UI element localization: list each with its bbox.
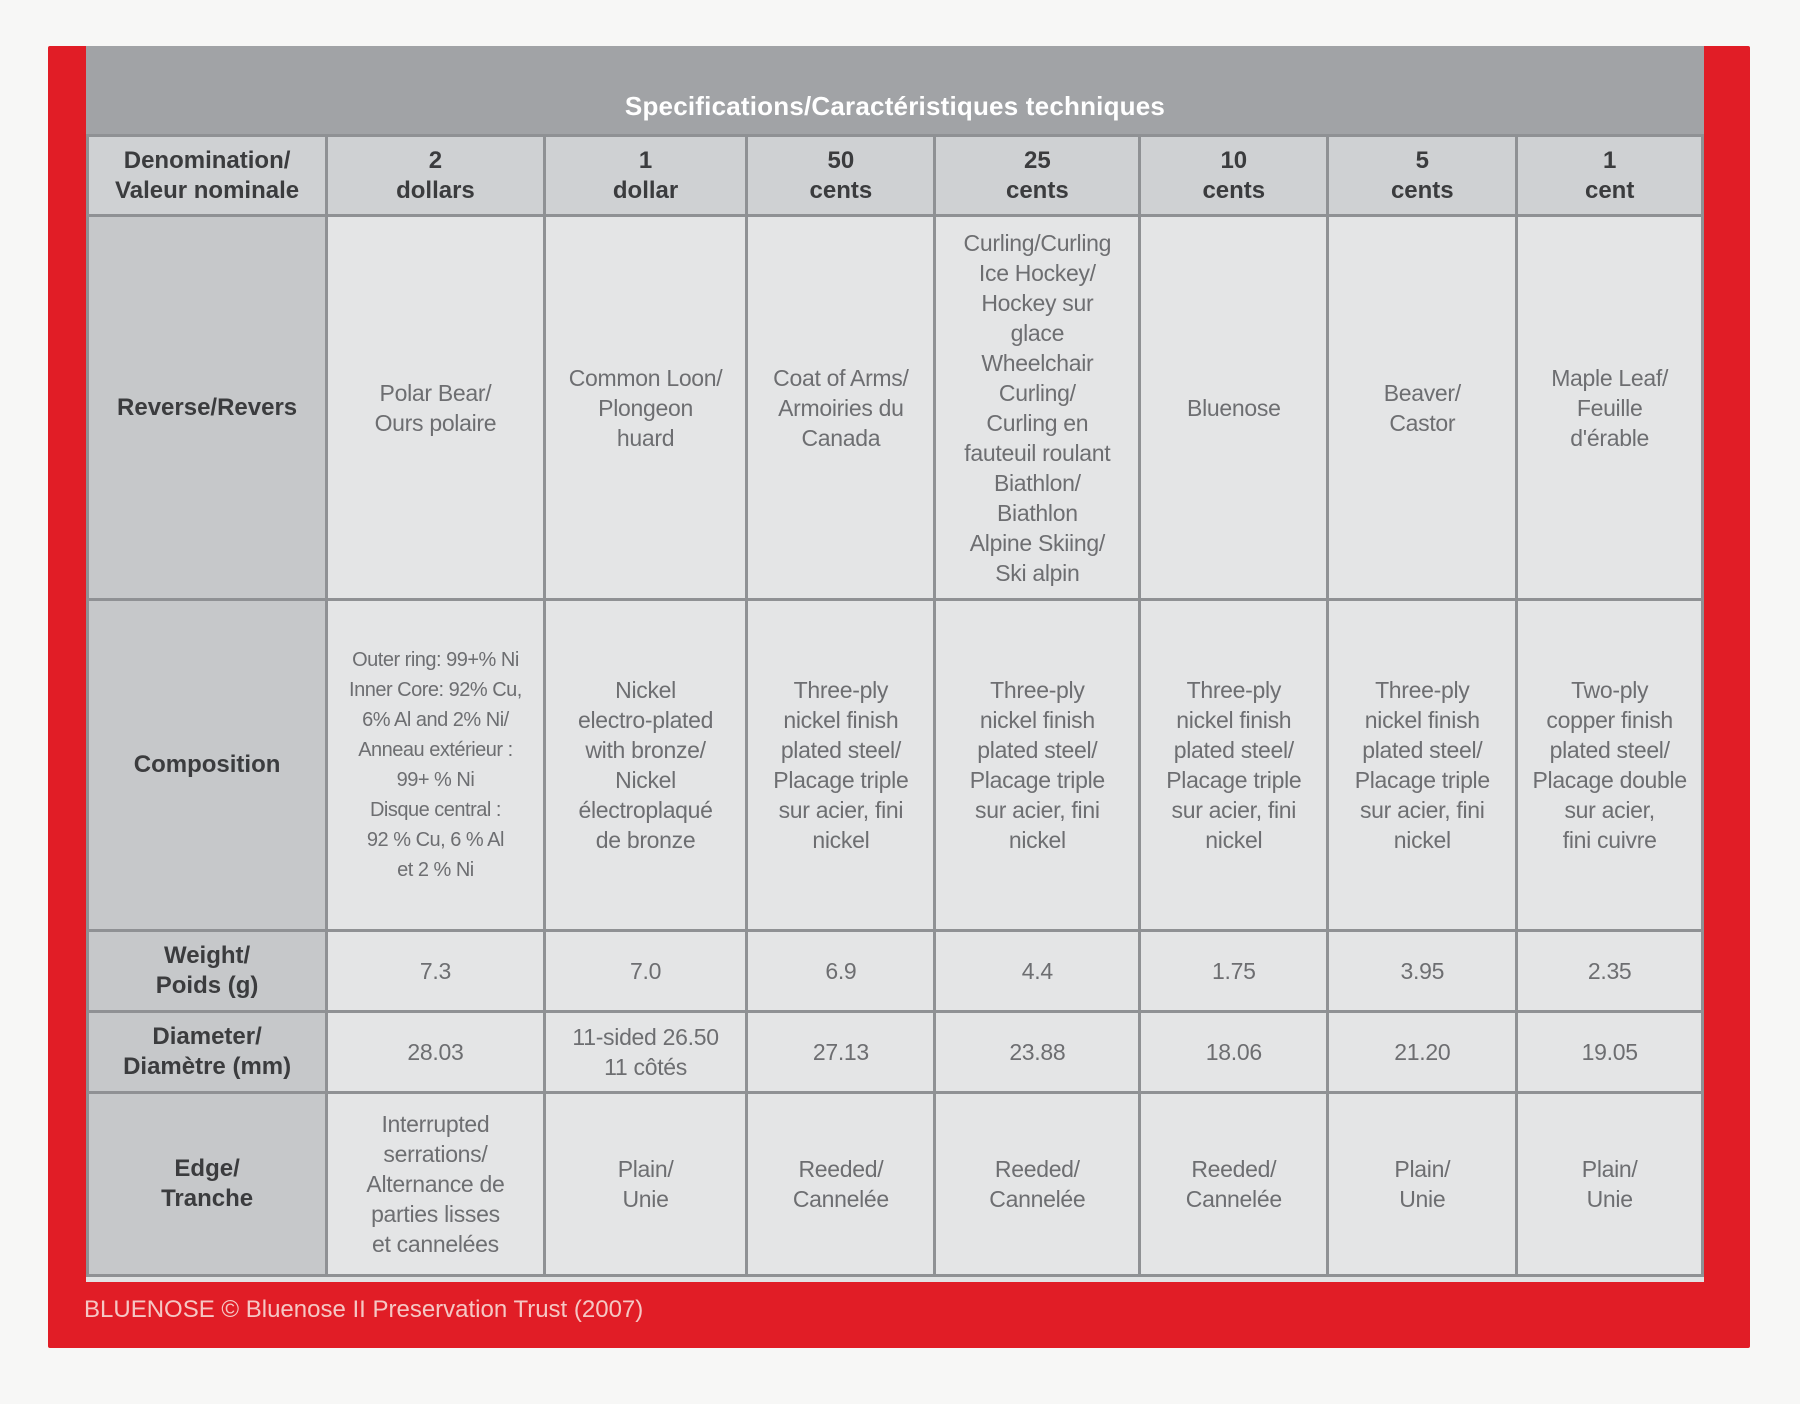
- table-cell: 7.0: [544, 931, 747, 1012]
- spec-table: [86, 134, 1704, 1277]
- table-cell: 27.13: [747, 1012, 935, 1093]
- table-cell: Bluenose: [1140, 216, 1328, 600]
- table-cell: 18.06: [1140, 1012, 1328, 1093]
- table-cell: Two-ply copper finish plated steel/ Placage double sur acier, fini cuivre: [1517, 600, 1703, 931]
- table-cell: Plain/ Unie: [1328, 1093, 1517, 1276]
- composition-row: [88, 600, 1703, 931]
- weight-row: [88, 931, 1703, 1012]
- denomination-header: Denomination/ Valeur nominale: [88, 136, 327, 216]
- table-cell: Reeded/ Cannelée: [747, 1093, 935, 1276]
- col-10-cents: 10 cents: [1140, 136, 1328, 216]
- table-cell: Maple Leaf/ Feuille d'érable: [1517, 216, 1703, 600]
- table-cell: Reeded/ Cannelée: [1140, 1093, 1328, 1276]
- diameter-label: Diameter/ Diamètre (mm): [88, 1012, 327, 1093]
- table-cell: Plain/ Unie: [544, 1093, 747, 1276]
- table-cell: Plain/ Unie: [1517, 1093, 1703, 1276]
- table-cell: 28.03: [327, 1012, 545, 1093]
- table-cell: 4.4: [935, 931, 1140, 1012]
- table-cell: 11-sided 26.50 11 côtés: [544, 1012, 747, 1093]
- copyright-footer: BLUENOSE © Bluenose II Preservation Trust (2007): [84, 1296, 644, 1323]
- table-cell: Curling/Curling Ice Hockey/ Hockey sur glace Wheelchair Curling/ Curling en fauteuil roulant Biathlon/ Biathlon Alpine Skiing/ Ski alpin: [935, 216, 1140, 600]
- table-cell: 2.35: [1517, 931, 1703, 1012]
- table-cell: 3.95: [1328, 931, 1517, 1012]
- col-5-cents: 5 cents: [1328, 136, 1517, 216]
- col-2-dollars: 2 dollars: [327, 136, 545, 216]
- table-cell: Interrupted serrations/ Alternance de parties lisses et cannelées: [327, 1093, 545, 1276]
- table-cell: 6.9: [747, 931, 935, 1012]
- spec-card: [48, 46, 1750, 1348]
- col-1-cent: 1 cent: [1517, 136, 1703, 216]
- table-cell: Polar Bear/ Ours polaire: [327, 216, 545, 600]
- table-cell: Common Loon/ Plongeon huard: [544, 216, 747, 600]
- spec-panel: [86, 46, 1704, 1282]
- table-cell: 19.05: [1517, 1012, 1703, 1093]
- denomination-row: [88, 136, 1703, 216]
- table-cell: 1.75: [1140, 931, 1328, 1012]
- edge-label: Edge/ Tranche: [88, 1093, 327, 1276]
- composition-label: Composition: [88, 600, 327, 931]
- table-cell: 21.20: [1328, 1012, 1517, 1093]
- edge-row: [88, 1093, 1703, 1276]
- table-cell: Reeded/ Cannelée: [935, 1093, 1140, 1276]
- table-cell: Nickel electro-plated with bronze/ Nickel électroplaqué de bronze: [544, 600, 747, 931]
- spec-title: Specifications/Caractéristiques techniques: [624, 91, 1166, 121]
- table-cell: Three-ply nickel finish plated steel/ Placage triple sur acier, fini nickel: [1140, 600, 1328, 931]
- title-bar: [86, 46, 1704, 134]
- reverse-label: Reverse/Revers: [88, 216, 327, 600]
- table-cell: 7.3: [327, 931, 545, 1012]
- col-50-cents: 50 cents: [747, 136, 935, 216]
- table-cell: Three-ply nickel finish plated steel/ Placage triple sur acier, fini nickel: [935, 600, 1140, 931]
- table-cell: Coat of Arms/ Armoiries du Canada: [747, 216, 935, 600]
- table-cell: Three-ply nickel finish plated steel/ Placage triple sur acier, fini nickel: [1328, 600, 1517, 931]
- col-1-dollar: 1 dollar: [544, 136, 747, 216]
- table-cell: Three-ply nickel finish plated steel/ Placage triple sur acier, fini nickel: [747, 600, 935, 931]
- reverse-row: [88, 216, 1703, 600]
- weight-label: Weight/ Poids (g): [88, 931, 327, 1012]
- table-cell: 23.88: [935, 1012, 1140, 1093]
- table-cell: Outer ring: 99+% Ni Inner Core: 92% Cu, 6% Al and 2% Ni/ Anneau extérieur : 99+ % Ni Disque central : 92 % Cu, 6 % Al et 2 % Ni: [327, 600, 545, 931]
- diameter-row: [88, 1012, 1703, 1093]
- col-25-cents: 25 cents: [935, 136, 1140, 216]
- table-cell: Beaver/ Castor: [1328, 216, 1517, 600]
